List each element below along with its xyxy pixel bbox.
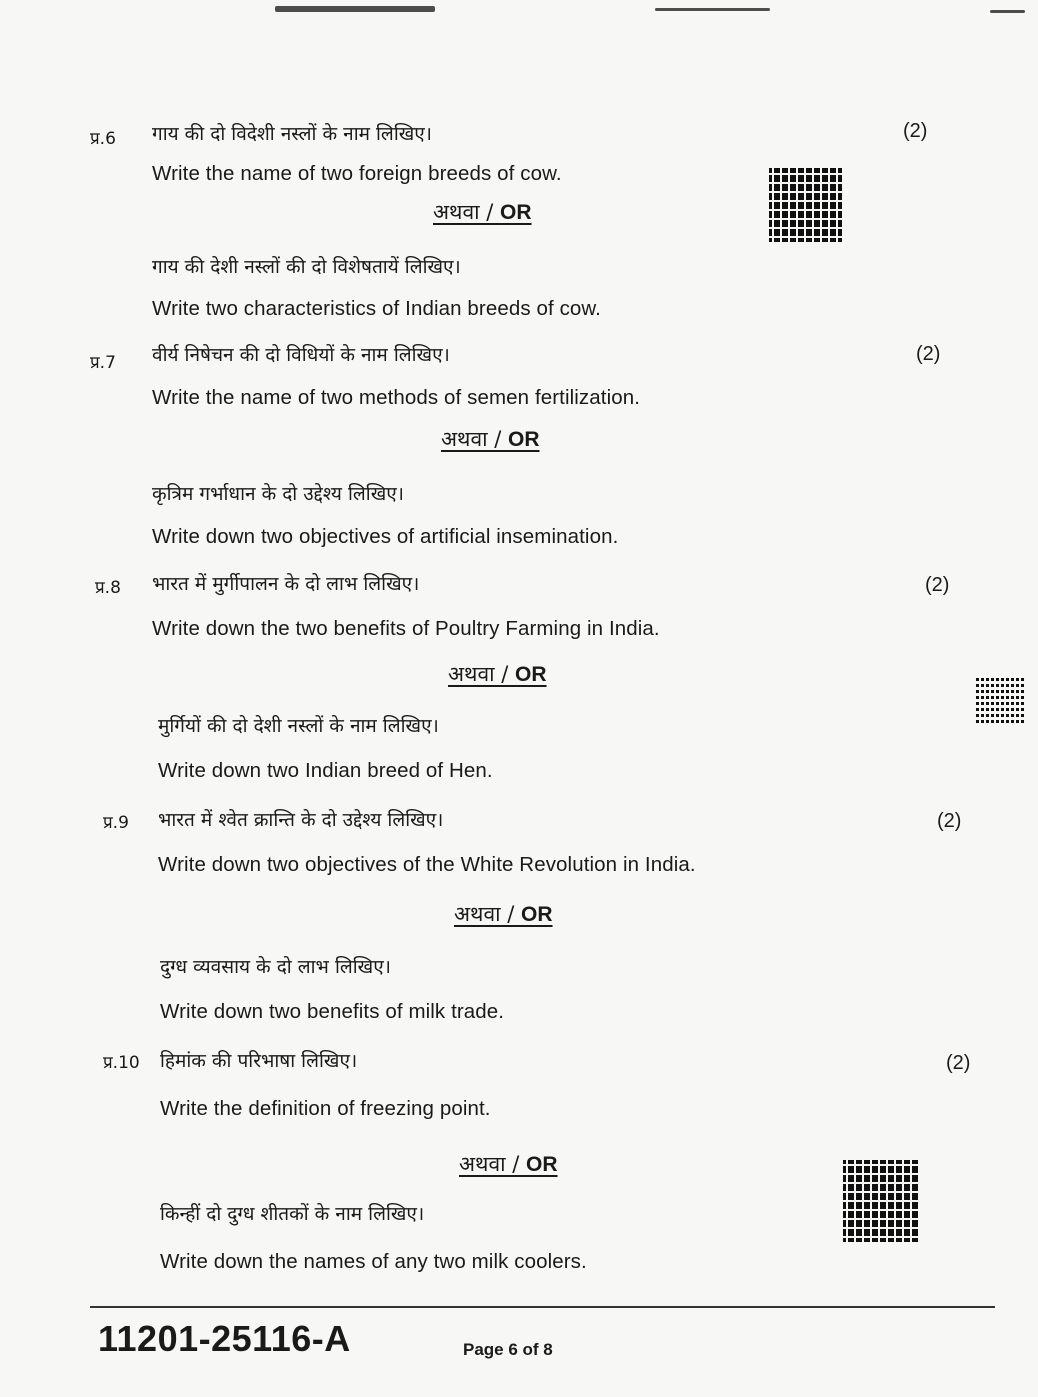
alternate-hindi: दुग्ध व्यवसाय के दो लाभ लिखिए। <box>160 956 391 978</box>
question-hindi: भारत में श्वेत क्रान्ति के दो उद्देश्य लिखिए। <box>158 809 444 831</box>
question-hindi: गाय की दो विदेशी नस्लों के नाम लिखिए। <box>152 123 432 145</box>
datamatrix-code <box>769 168 842 242</box>
question-english: Write the definition of freezing point. <box>160 1097 491 1120</box>
question-number: प्र.10 <box>103 1053 140 1073</box>
question-english: Write down the two benefits of Poultry Farming in India. <box>152 617 660 640</box>
question-hindi: भारत में मुर्गीपालन के दो लाभ लिखिए। <box>152 573 420 595</box>
question-number: प्र.8 <box>95 578 121 598</box>
question-hindi: हिमांक की परिभाषा लिखिए। <box>160 1050 358 1072</box>
scan-artifact <box>990 10 1025 13</box>
question-marks: (2) <box>916 343 941 365</box>
or-divider: अथवा / OR <box>459 1152 558 1176</box>
question-english: Write the name of two foreign breeds of cow. <box>152 162 562 185</box>
question-number: प्र.6 <box>90 129 116 149</box>
question-hindi: वीर्य निषेचन की दो विधियों के नाम लिखिए। <box>152 344 450 366</box>
or-divider: अथवा / OR <box>454 902 553 926</box>
paper-code: 11201-25116-A <box>98 1318 351 1359</box>
alternate-english: Write down two Indian breed of Hen. <box>158 759 493 782</box>
alternate-hindi: किन्हीं दो दुग्ध शीतकों के नाम लिखिए। <box>160 1203 425 1225</box>
alternate-hindi: कृत्रिम गर्भाधान के दो उद्देश्य लिखिए। <box>152 483 404 505</box>
alternate-english: Write down the names of any two milk coolers. <box>160 1250 587 1273</box>
question-marks: (2) <box>925 574 950 596</box>
alternate-english: Write two characteristics of Indian breeds of cow. <box>152 297 601 320</box>
or-divider: अथवा / OR <box>448 662 547 686</box>
question-number: प्र.7 <box>90 353 116 373</box>
or-divider: अथवा / OR <box>441 427 540 451</box>
datamatrix-code <box>843 1160 920 1242</box>
alternate-hindi: मुर्गियों की दो देशी नस्लों के नाम लिखिए। <box>158 715 439 737</box>
footer-divider <box>90 1306 995 1308</box>
or-divider: अथवा / OR <box>433 200 532 224</box>
qr-code <box>976 675 1025 723</box>
question-marks: (2) <box>937 810 962 832</box>
page-number: Page 6 of 8 <box>463 1340 553 1359</box>
question-marks: (2) <box>903 120 928 142</box>
question-english: Write the name of two methods of semen fertilization. <box>152 386 641 409</box>
question-english: Write down two objectives of the White Revolution in India. <box>158 853 696 876</box>
alternate-hindi: गाय की देशी नस्लों की दो विशेषतायें लिखिए। <box>152 256 461 278</box>
alternate-english: Write down two benefits of milk trade. <box>160 1000 505 1023</box>
scan-artifact <box>275 6 435 12</box>
alternate-english: Write down two objectives of artificial insemination. <box>152 525 619 548</box>
question-marks: (2) <box>946 1052 971 1074</box>
scan-artifact <box>655 8 770 11</box>
question-number: प्र.9 <box>103 813 129 833</box>
